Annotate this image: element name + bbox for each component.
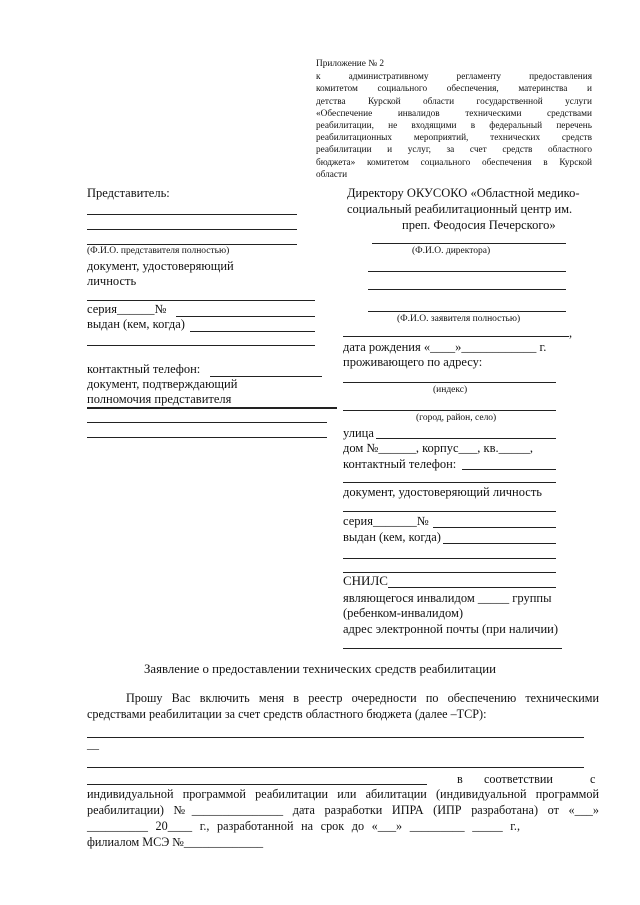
addressee-line-2: социальный реабилитационный центр им. [347,202,573,216]
rep-series-label: серия______№ [87,302,167,316]
appendix-heading: Приложение № 2 [316,59,385,69]
disabled-group-label: являющегося инвалидом _____ группы [343,591,552,605]
rep-fio-caption: (Ф.И.О. представителя полностью) [87,246,230,256]
rep-id-doc-label-2: личность [87,274,137,288]
appendix-line: области [316,169,348,180]
applicant-issued-line-2[interactable] [343,558,556,559]
applicant-id-doc-label: документ, удостоверяющий личность [343,485,543,499]
child-disabled-label: (ребенком-инвалидом) [343,606,464,620]
appendix-line: к административному регламенту предоставления [316,72,592,83]
street-label: улица [343,426,374,440]
rep-fio-line[interactable] [87,244,297,245]
applicant-phone-label: контактный телефон: [343,457,457,471]
rep-authority-label: документ, подтверждающий [87,377,238,391]
rep-id-doc-label: документ, удостоверяющий [87,259,234,273]
index-caption: (индекс) [433,385,468,395]
rep-authority-line[interactable] [87,407,337,409]
rep-authority-label-2: полномочия представителя [87,392,232,406]
index-line[interactable] [343,382,556,383]
birth-date-label: дата рождения «____»____________ г. [343,340,547,354]
applicant-phone-line[interactable] [462,469,556,470]
statement-text-line: __________ 20____ г., разработанной на срок до «___» _________ _____ г., [87,819,520,833]
snils-label: СНИЛС [343,573,388,588]
appendix-block [316,58,592,181]
appendix-line: комитетом социального обеспечения, материнства и [316,84,592,95]
statement-word-in: в [457,772,463,786]
rep-authority-line-3[interactable] [87,437,327,438]
applicant-extra-line[interactable] [343,336,569,337]
statement-text-line: средствами реабилитации за счет средств областного бюджета (далее –ТСР): [87,707,487,721]
rep-fio-line[interactable] [87,229,297,230]
statement-word-according: соответствии [484,772,553,786]
applicant-caption: (Ф.И.О. заявителя полностью) [397,314,521,324]
rep-number-line[interactable] [176,316,315,317]
applicant-number-line[interactable] [433,527,556,528]
appendix-line: реабилитации и услуг, за счет средств областного [316,145,592,156]
rep-issued-line-2[interactable] [87,345,315,346]
email-line[interactable] [343,648,562,649]
residing-label: проживающего по адресу: [343,355,483,369]
appendix-line: бюджета» комитетом социального обеспечения в Курской [316,157,592,168]
tsr-dash: __ [87,737,99,751]
email-label: адрес электронной почты (при наличии) [343,622,558,636]
applicant-series-label: серия_______№ [343,514,429,528]
rep-issued-line[interactable] [190,331,315,332]
appendix-line: реабилитации, не входящими в федеральный перечень [316,121,592,132]
rep-phone-label: контактный телефон: [87,362,201,376]
rep-fio-line[interactable] [87,214,297,215]
addressee-line-3: преп. Феодосия Печерского» [402,218,556,232]
applicant-issued-line[interactable] [443,543,556,544]
rep-id-line[interactable] [87,300,315,301]
rep-authority-line-2[interactable] [87,422,327,423]
applicant-fio-line[interactable] [368,311,566,312]
tsr-line-3[interactable] [87,784,427,785]
tsr-line[interactable] [87,737,584,738]
appendix-line: детства Курской области государственной услуги [316,96,592,107]
tsr-line-2[interactable] [87,767,584,768]
director-fio-line[interactable] [372,243,566,244]
city-caption: (город, район, село) [416,413,497,423]
statement-title: Заявление о предоставлении технических средств реабилитации [144,662,496,676]
appendix-line: «Обеспечение инвалидов техническими средствами [316,108,592,119]
statement-text-line: индивидуальной программой реабилитации или абилитации (индивидуальной программой [87,787,599,801]
applicant-issued-label: выдан (кем, когда) [343,530,441,544]
statement-text-line: Прошу Вас включить меня в реестр очередности по обеспечению техническими [126,691,599,705]
applicant-fio-line[interactable] [368,271,566,272]
applicant-fio-line[interactable] [368,289,566,290]
statement-text-line: реабилитации) №_______________ дата разработки ИПРА (ИПР разработана) от «___» [87,803,599,817]
addressee-line-1: Директору ОКУСОКО «Областной медико- [347,186,580,200]
applicant-extra-line-2[interactable] [343,482,556,483]
comma: , [569,326,573,340]
director-caption: (Ф.И.О. директора) [412,246,491,256]
rep-issued-label: выдан (кем, когда) [87,317,185,331]
statement-word-with: с [590,772,596,786]
applicant-id-line[interactable] [343,511,556,512]
house-label: дом №______, корпус___, кв._____, [343,441,533,455]
representative-title: Представитель: [87,186,170,200]
street-line[interactable] [376,438,556,439]
city-line[interactable] [343,410,556,411]
statement-text-line: филиалом МСЭ №_____________ [87,835,264,849]
snils-line[interactable] [388,587,556,588]
appendix-line: реабилитационных мероприятий, технических средств [316,133,592,144]
